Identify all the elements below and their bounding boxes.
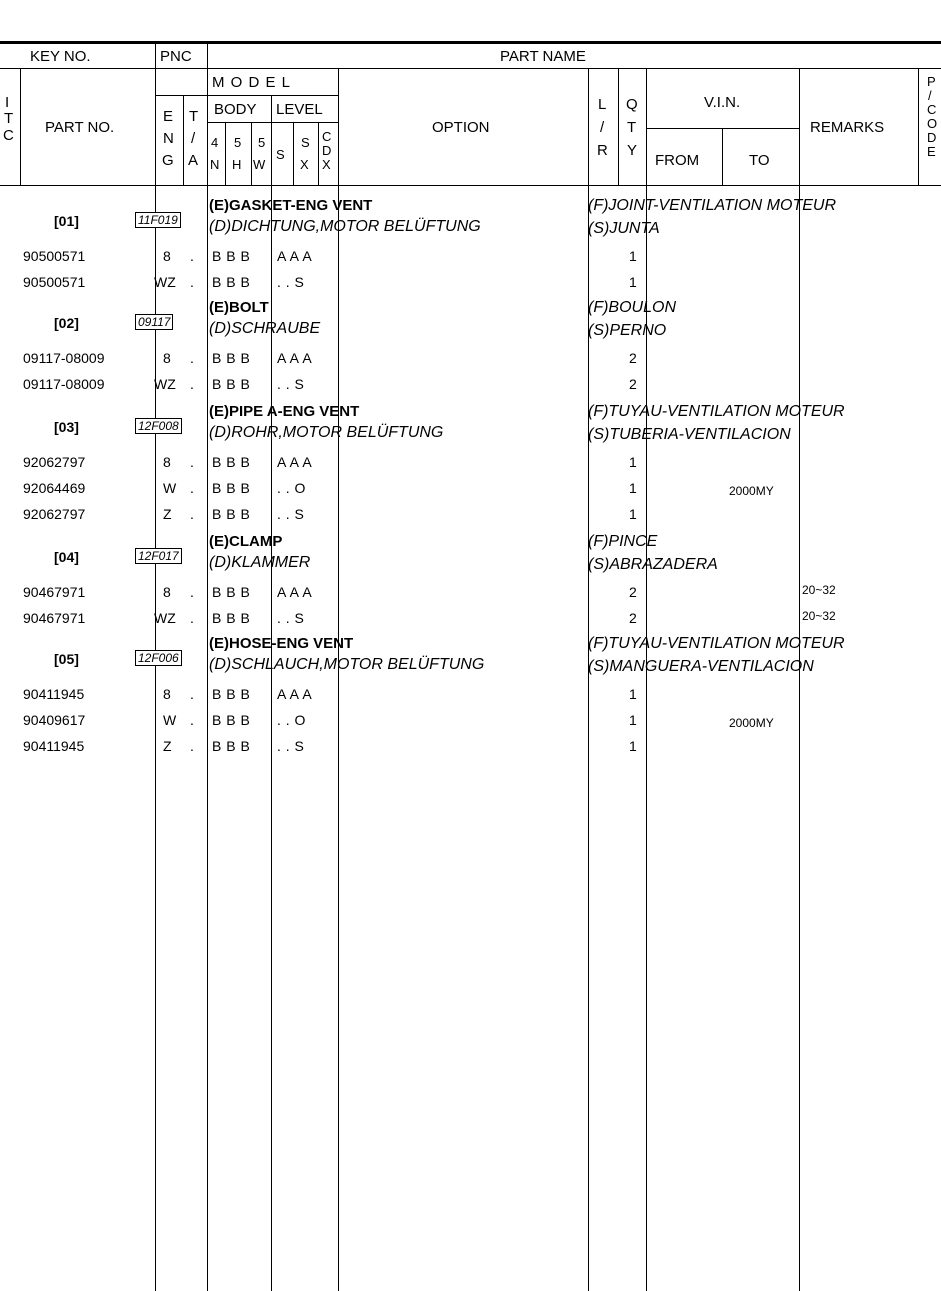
body-codes: B B B xyxy=(212,506,251,522)
ta-code: . xyxy=(190,248,194,264)
option-divider-header xyxy=(338,68,339,185)
remarks-pcode-divider xyxy=(918,68,919,185)
part-number[interactable]: 92062797 xyxy=(23,454,86,470)
quantity: 1 xyxy=(629,274,637,290)
header-vin-from: FROM xyxy=(655,152,700,169)
ta-code: . xyxy=(190,350,194,366)
header-option: OPTION xyxy=(432,119,490,136)
col-line-option xyxy=(338,185,339,1291)
part-number[interactable]: 09117-08009 xyxy=(23,376,105,392)
part-name-german: (D)SCHLAUCH,MOTOR BELÜFTUNG xyxy=(209,656,485,673)
level-codes: A A A xyxy=(277,248,313,264)
quantity: 1 xyxy=(629,506,637,522)
remarks-value: 20~32 xyxy=(802,583,836,597)
ta-code: . xyxy=(190,506,194,522)
eng-code: Z xyxy=(163,738,172,754)
group-key-no: [04] xyxy=(54,549,79,565)
part-name-english: (E)HOSE-ENG VENT xyxy=(209,635,354,652)
quantity: 2 xyxy=(629,376,637,392)
level-codes: . . S xyxy=(277,274,305,290)
group-key-no: [02] xyxy=(54,315,79,331)
group-key-no: [03] xyxy=(54,419,79,435)
body-codes: B B B xyxy=(212,454,251,470)
part-name-spanish: (S)MANGUERA-VENTILACION xyxy=(588,658,814,675)
ta-code: . xyxy=(190,480,194,496)
level-col-divider-2 xyxy=(318,122,319,185)
ta-code: . xyxy=(190,274,194,290)
ta-code: . xyxy=(190,712,194,728)
header-vin: V.I.N. xyxy=(704,94,741,111)
eng-code: Z xyxy=(163,506,172,522)
quantity: 1 xyxy=(629,738,637,754)
pnc-code: 11F019 xyxy=(135,212,181,228)
quantity: 1 xyxy=(629,480,637,496)
part-name-english: (E)BOLT xyxy=(209,299,269,316)
eng-code: 8 xyxy=(163,454,171,470)
body-codes: B B B xyxy=(212,738,251,754)
remarks-value: 20~32 xyxy=(802,609,836,623)
quantity: 1 xyxy=(629,454,637,470)
part-number[interactable]: 90500571 xyxy=(23,274,86,290)
quantity: 2 xyxy=(629,350,637,366)
part-name-french: (F)TUYAU-VENTILATION MOTEUR xyxy=(588,635,845,652)
quantity: 2 xyxy=(629,610,637,626)
eng-code: W xyxy=(163,712,177,728)
top-rule xyxy=(0,41,941,44)
body-col-divider-1 xyxy=(225,122,226,185)
body-codes: B B B xyxy=(212,610,251,626)
level-codes: A A A xyxy=(277,584,313,600)
ta-code: . xyxy=(190,610,194,626)
body-codes: B B B xyxy=(212,480,251,496)
part-number[interactable]: 90500571 xyxy=(23,248,86,264)
col-line-lr xyxy=(588,68,589,1291)
part-name-english: (E)GASKET-ENG VENT xyxy=(209,197,373,214)
col-line-remarks xyxy=(799,68,800,1291)
level-codes: . . S xyxy=(277,376,305,392)
level-col-divider-1 xyxy=(293,122,294,185)
part-name-english: (E)CLAMP xyxy=(209,533,283,550)
col-line-body xyxy=(207,44,208,1291)
ta-code: . xyxy=(190,376,194,392)
part-number[interactable]: 90467971 xyxy=(23,584,86,600)
level-codes: . . O xyxy=(277,480,306,496)
ta-code: . xyxy=(190,738,194,754)
header-remarks: REMARKS xyxy=(810,119,885,136)
part-name-german: (D)SCHRAUBE xyxy=(209,320,321,337)
col-line-vin xyxy=(646,68,647,1291)
ta-code: . xyxy=(190,686,194,702)
group-key-no: [05] xyxy=(54,651,79,667)
ta-code: . xyxy=(190,584,194,600)
ta-code: . xyxy=(190,454,194,470)
level-codes: . . S xyxy=(277,738,305,754)
body-codes: B B B xyxy=(212,584,251,600)
eng-code: 8 xyxy=(163,686,171,702)
eng-code: 8 xyxy=(163,584,171,600)
body-codes: B B B xyxy=(212,350,251,366)
pnc-code: 12F017 xyxy=(135,548,182,564)
quantity: 2 xyxy=(629,584,637,600)
quantity: 1 xyxy=(629,248,637,264)
pnc-code: 12F008 xyxy=(135,418,182,434)
part-name-french: (F)TUYAU-VENTILATION MOTEUR xyxy=(588,403,845,420)
header-part-name: PART NAME xyxy=(500,48,586,65)
col-line-eng xyxy=(155,44,156,1291)
level-codes: A A A xyxy=(277,454,313,470)
header-level: LEVEL xyxy=(276,101,323,118)
part-number[interactable]: 92062797 xyxy=(23,506,86,522)
part-number[interactable]: 92064469 xyxy=(23,480,86,496)
part-name-spanish: (S)PERNO xyxy=(588,322,667,339)
eng-code: W xyxy=(163,480,177,496)
pnc-code: 12F006 xyxy=(135,650,182,666)
level-codes: A A A xyxy=(277,350,313,366)
part-name-french: (F)BOULON xyxy=(588,299,676,316)
level-codes: A A A xyxy=(277,686,313,702)
quantity: 1 xyxy=(629,686,637,702)
body-codes: B B B xyxy=(212,686,251,702)
eng-code: 8 xyxy=(163,350,171,366)
header-body: BODY xyxy=(214,101,257,118)
header-vin-to: TO xyxy=(749,152,770,169)
from-to-divider xyxy=(722,128,723,185)
header-model: M O D E L xyxy=(212,74,292,91)
part-name-german: (D)DICHTUNG,MOTOR BELÜFTUNG xyxy=(209,218,481,235)
part-number[interactable]: 90411945 xyxy=(23,686,85,702)
eng-ta-divider xyxy=(183,95,184,185)
part-number[interactable]: 09117-08009 xyxy=(23,350,105,366)
part-name-spanish: (S)TUBERIA-VENTILACION xyxy=(588,426,791,443)
body-codes: B B B xyxy=(212,712,251,728)
body-col-divider-2 xyxy=(251,122,252,185)
eng-code: WZ xyxy=(154,376,176,392)
part-name-spanish: (S)JUNTA xyxy=(588,220,660,237)
body-codes: B B B xyxy=(212,376,251,392)
itc-divider xyxy=(20,68,21,185)
part-name-english: (E)PIPE A-ENG VENT xyxy=(209,403,360,420)
level-codes: . . S xyxy=(277,506,305,522)
header-key-no: KEY NO. xyxy=(30,48,91,65)
part-name-german: (D)ROHR,MOTOR BELÜFTUNG xyxy=(209,424,444,441)
eng-code: WZ xyxy=(154,274,176,290)
header-part-no: PART NO. xyxy=(45,119,115,136)
lr-qty-divider xyxy=(618,68,619,185)
col-line-level xyxy=(271,95,272,1291)
pnc-code: 09117 xyxy=(135,314,173,330)
eng-code: WZ xyxy=(154,610,176,626)
part-number[interactable]: 90409617 xyxy=(23,712,86,728)
quantity: 1 xyxy=(629,712,637,728)
part-number[interactable]: 90467971 xyxy=(23,610,86,626)
eng-code: 8 xyxy=(163,248,171,264)
part-name-german: (D)KLAMMER xyxy=(209,554,311,571)
part-number[interactable]: 90411945 xyxy=(23,738,85,754)
part-name-spanish: (S)ABRAZADERA xyxy=(588,556,718,573)
body-codes: B B B xyxy=(212,248,251,264)
header-pnc: PNC xyxy=(160,48,192,65)
part-name-french: (F)PINCE xyxy=(588,533,658,550)
vin-from: 2000MY xyxy=(729,716,774,730)
level-codes: . . O xyxy=(277,712,306,728)
level-codes: . . S xyxy=(277,610,305,626)
group-key-no: [01] xyxy=(54,213,79,229)
vin-from: 2000MY xyxy=(729,484,774,498)
body-codes: B B B xyxy=(212,274,251,290)
part-name-french: (F)JOINT-VENTILATION MOTEUR xyxy=(588,197,836,214)
